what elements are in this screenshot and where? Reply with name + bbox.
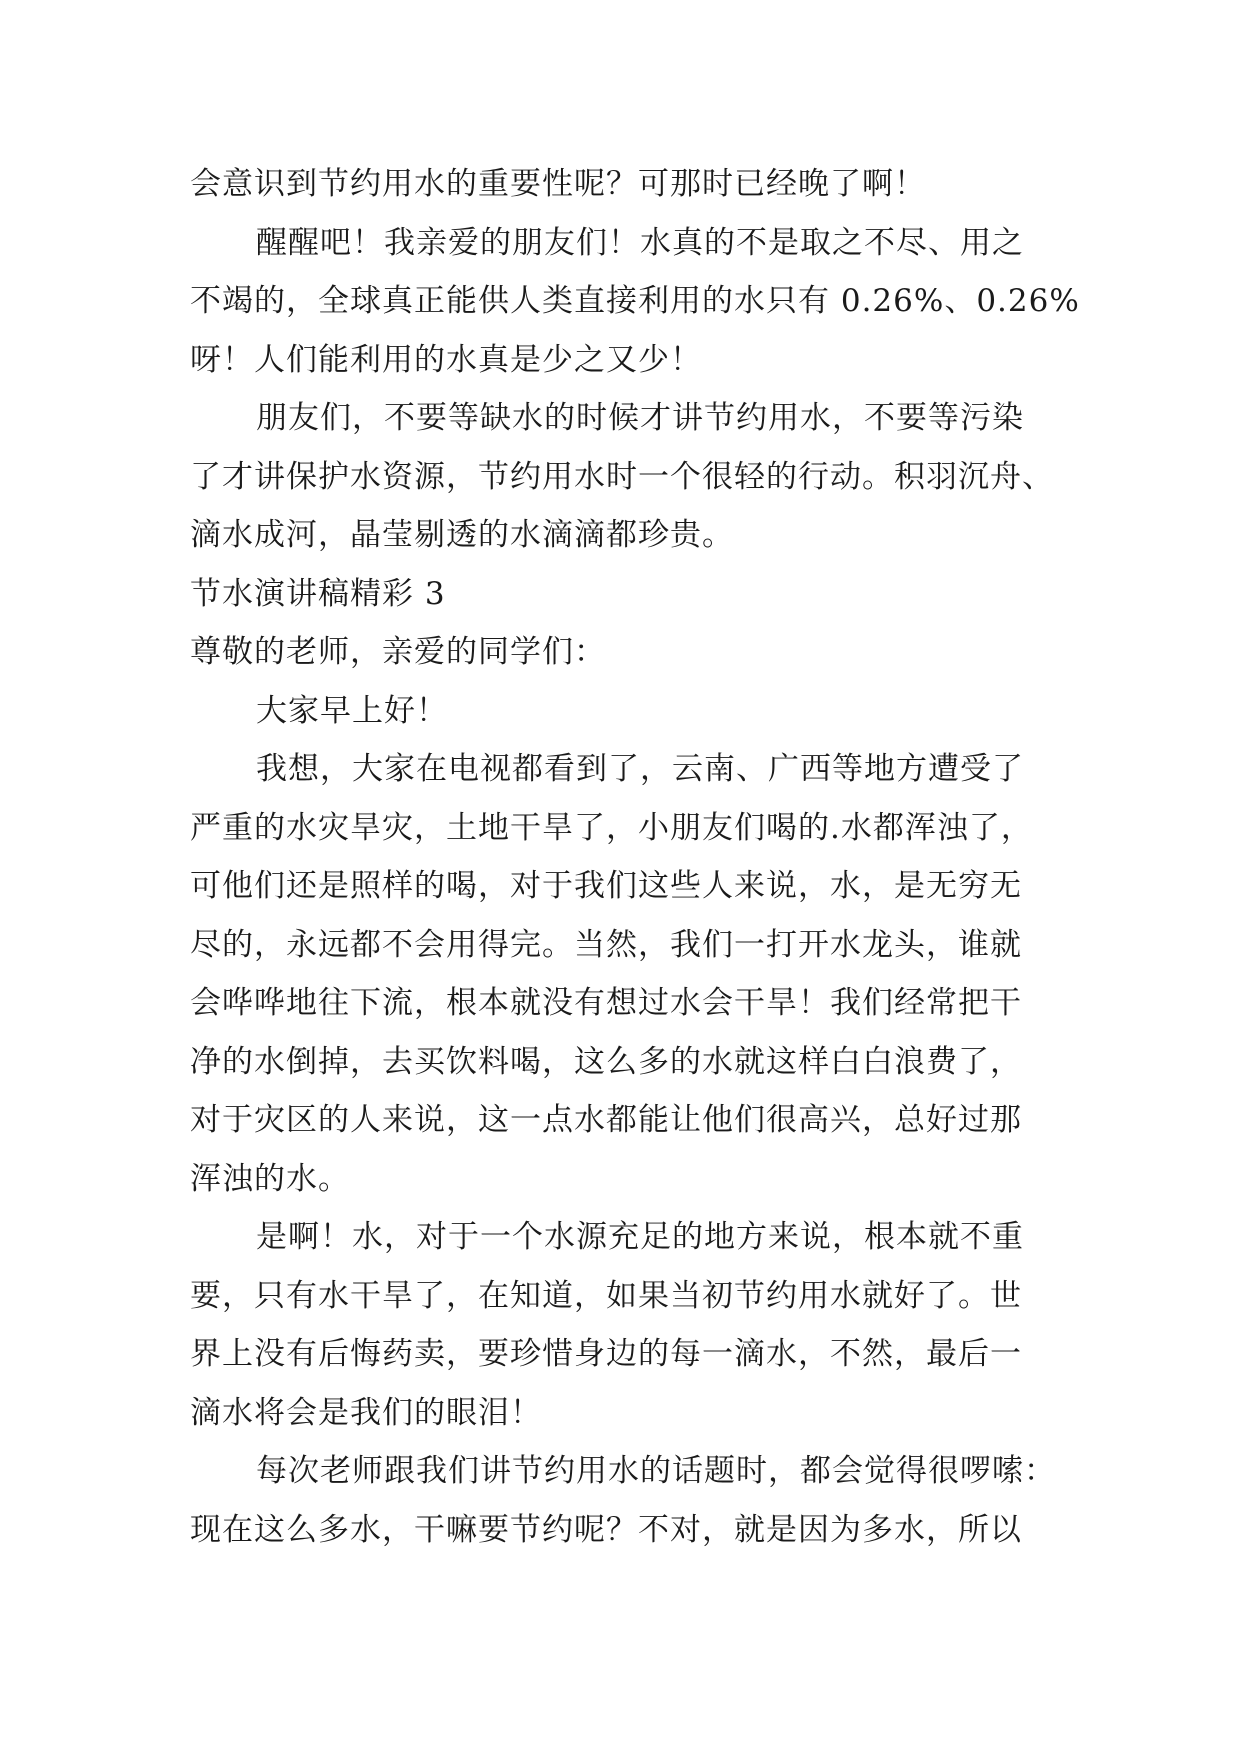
text-line: 要，只有水干旱了，在知道，如果当初节约用水就好了。世 <box>190 1277 1022 1314</box>
text-line: 严重的水灾旱灾，土地干旱了，小朋友们喝的.水都浑浊了， <box>190 809 1033 846</box>
text-line: 滴水成河，晶莹剔透的水滴滴都珍贵。 <box>190 517 734 553</box>
text-line: 现在这么多水，干嘛要节约呢？不对，就是因为多水，所以 <box>190 1511 1022 1548</box>
text-line: 不竭的，全球真正能供人类直接利用的水只有 0.26%、0.26% <box>190 283 1080 319</box>
text-line: 可他们还是照样的喝，对于我们这些人来说，水，是无穷无 <box>190 868 1022 904</box>
section-heading: 节水演讲稿精彩 3 <box>190 575 446 612</box>
text-line: 净的水倒掉，去买饮料喝，这么多的水就这样白白浪费了， <box>190 1043 1022 1080</box>
salutation: 尊敬的老师，亲爱的同学们： <box>190 634 606 670</box>
text-line: 醒醒吧！我亲爱的朋友们！水真的不是取之不尽、用之 <box>256 224 1024 261</box>
text-line: 会意识到节约用水的重要性呢？可那时已经晚了啊！ <box>190 166 926 202</box>
greeting: 大家早上好！ <box>256 692 448 729</box>
text-line: 是啊！水，对于一个水源充足的地方来说，根本就不重 <box>256 1219 1024 1255</box>
text-line: 界上没有后悔药卖，要珍惜身边的每一滴水，不然，最后一 <box>190 1336 1022 1372</box>
text-line: 了才讲保护水资源，节约用水时一个很轻的行动。积羽沉舟、 <box>190 458 1054 495</box>
text-line: 尽的，永远都不会用得完。当然，我们一打开水龙头，谁就 <box>190 926 1022 963</box>
text-line: 会哗哗地往下流，根本就没有想过水会干旱！我们经常把干 <box>190 985 1022 1021</box>
document-body <box>190 155 1080 1559</box>
text-line: 朋友们，不要等缺水的时候才讲节约用水，不要等污染 <box>256 400 1024 436</box>
text-line: 我想，大家在电视都看到了，云南、广西等地方遭受了 <box>256 751 1024 787</box>
text-line: 浑浊的水。 <box>190 1160 350 1197</box>
text-line: 每次老师跟我们讲节约用水的话题时，都会觉得很啰嗦： <box>256 1453 1056 1489</box>
text-line: 对于灾区的人来说，这一点水都能让他们很高兴，总好过那 <box>190 1102 1022 1138</box>
text-line: 呀！人们能利用的水真是少之又少！ <box>190 341 702 378</box>
text-line: 滴水将会是我们的眼泪！ <box>190 1394 542 1431</box>
